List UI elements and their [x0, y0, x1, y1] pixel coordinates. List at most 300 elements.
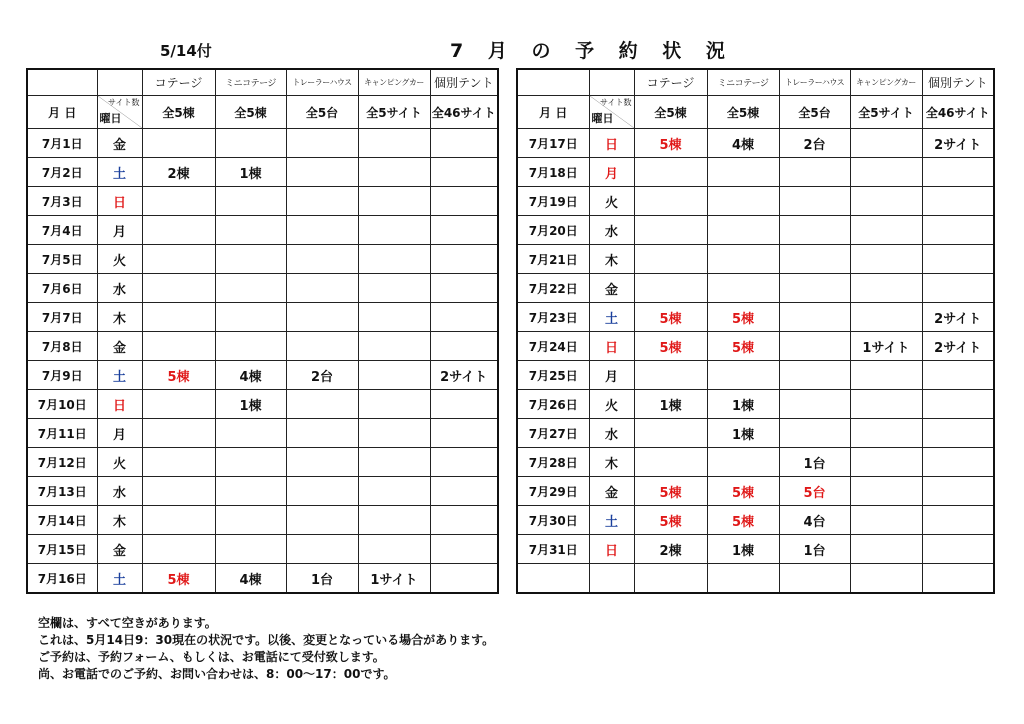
table-row [517, 361, 994, 390]
booking-cell [922, 506, 994, 535]
booking-cell [850, 187, 922, 216]
booking-cell [850, 506, 922, 535]
booking-cell [358, 245, 430, 274]
booking-cell [430, 332, 498, 361]
weekday-cell: 火 [97, 448, 142, 477]
sites-weekday-header [589, 96, 634, 129]
weekday-cell: 日 [97, 187, 142, 216]
booking-cell [142, 187, 215, 216]
capacity-cell: 全5棟 [707, 96, 779, 129]
table-row [27, 448, 498, 477]
booking-cell [215, 419, 286, 448]
booking-cell [358, 158, 430, 187]
capacity-cell: 全46サイト [922, 96, 994, 129]
date-cell: 7月1日 [27, 129, 97, 158]
booking-cell [286, 535, 358, 564]
booking-cell [634, 187, 707, 216]
booking-cell [634, 158, 707, 187]
header-row-capacity [27, 96, 498, 129]
weekday-cell: 金 [97, 332, 142, 361]
booking-cell [634, 216, 707, 245]
weekday-cell: 水 [589, 419, 634, 448]
table-row [27, 129, 498, 158]
booking-cell: 1棟 [634, 390, 707, 419]
weekday-cell: 月 [589, 361, 634, 390]
booking-cell: 2サイト [922, 303, 994, 332]
booking-cell [922, 448, 994, 477]
table-row [27, 158, 498, 187]
booking-cell [707, 158, 779, 187]
booking-cell: 5台 [779, 477, 850, 506]
booking-cell [707, 564, 779, 594]
booking-cell [850, 274, 922, 303]
booking-cell [779, 303, 850, 332]
booking-cell [215, 506, 286, 535]
booking-cell: 5棟 [142, 361, 215, 390]
booking-cell [286, 129, 358, 158]
date-cell: 7月14日 [27, 506, 97, 535]
booking-cell: 5棟 [634, 129, 707, 158]
capacity-cell: 全5棟 [142, 96, 215, 129]
date-cell: 7月17日 [517, 129, 589, 158]
booking-cell [358, 361, 430, 390]
booking-cell: 1棟 [215, 158, 286, 187]
date-cell: 7月12日 [27, 448, 97, 477]
date-cell: 7月6日 [27, 274, 97, 303]
booking-cell [358, 274, 430, 303]
booking-cell [922, 216, 994, 245]
booking-cell [430, 158, 498, 187]
booking-cell [922, 187, 994, 216]
weekday-cell: 木 [97, 303, 142, 332]
booking-cell [922, 158, 994, 187]
table-row [517, 129, 994, 158]
column-header-mini-cottage: ミニコテージ [215, 69, 286, 96]
date-cell: 7月31日 [517, 535, 589, 564]
booking-cell [430, 274, 498, 303]
booking-cell: 5棟 [707, 303, 779, 332]
date-cell: 7月15日 [27, 535, 97, 564]
booking-cell [634, 564, 707, 594]
weekday-cell: 火 [589, 187, 634, 216]
booking-cell [286, 477, 358, 506]
booking-cell [707, 187, 779, 216]
reservation-table-left [26, 68, 499, 594]
booking-cell [358, 129, 430, 158]
booking-cell [430, 245, 498, 274]
table-row [27, 564, 498, 594]
booking-cell [779, 187, 850, 216]
booking-cell [779, 390, 850, 419]
reservation-table-right [516, 68, 995, 594]
booking-cell: 5棟 [142, 564, 215, 594]
booking-cell [707, 245, 779, 274]
booking-cell [430, 477, 498, 506]
sites-weekday-header [97, 96, 142, 129]
booking-cell: 1台 [779, 535, 850, 564]
booking-cell: 2サイト [430, 361, 498, 390]
column-header-trailer: トレーラーハウス [286, 69, 358, 96]
booking-cell [358, 187, 430, 216]
booking-cell [850, 448, 922, 477]
booking-cell: 1棟 [215, 390, 286, 419]
column-header-cottage: コテージ [634, 69, 707, 96]
capacity-cell: 全5サイト [358, 96, 430, 129]
booking-cell: 1棟 [707, 419, 779, 448]
weekday-cell: 土 [589, 303, 634, 332]
booking-cell [634, 419, 707, 448]
header-row-capacity [517, 96, 994, 129]
table-row [517, 274, 994, 303]
booking-cell [358, 535, 430, 564]
booking-cell: 1棟 [707, 535, 779, 564]
booking-cell [707, 448, 779, 477]
booking-cell [358, 390, 430, 419]
booking-cell: 5棟 [707, 477, 779, 506]
capacity-cell: 全5台 [779, 96, 850, 129]
booking-cell [286, 332, 358, 361]
date-cell: 7月8日 [27, 332, 97, 361]
weekday-cell: 金 [589, 274, 634, 303]
booking-cell: 2台 [286, 361, 358, 390]
date-cell: 7月5日 [27, 245, 97, 274]
booking-cell: 5棟 [707, 332, 779, 361]
booking-cell [779, 245, 850, 274]
booking-cell [286, 390, 358, 419]
booking-cell: 5棟 [634, 332, 707, 361]
table-row [517, 390, 994, 419]
table-row [517, 535, 994, 564]
weekday-cell: 火 [589, 390, 634, 419]
table-row [27, 274, 498, 303]
booking-cell [922, 477, 994, 506]
booking-cell [142, 129, 215, 158]
notes [38, 615, 494, 683]
booking-cell [215, 129, 286, 158]
column-header-trailer: トレーラーハウス [779, 69, 850, 96]
weekday-cell: 月 [589, 158, 634, 187]
date-cell: 7月25日 [517, 361, 589, 390]
booking-cell [358, 332, 430, 361]
capacity-cell: 全5棟 [215, 96, 286, 129]
sites-label: サイト数 [600, 98, 632, 107]
weekday-cell: 金 [97, 535, 142, 564]
booking-cell [142, 274, 215, 303]
table-row [27, 535, 498, 564]
booking-cell [286, 274, 358, 303]
booking-cell [358, 303, 430, 332]
table-row [517, 419, 994, 448]
date-cell: 7月13日 [27, 477, 97, 506]
booking-cell [358, 477, 430, 506]
booking-cell [850, 216, 922, 245]
booking-cell [430, 564, 498, 594]
table-row [517, 506, 994, 535]
date-cell: 7月11日 [27, 419, 97, 448]
booking-cell: 2台 [779, 129, 850, 158]
table-row [27, 332, 498, 361]
booking-cell [850, 129, 922, 158]
booking-cell [358, 419, 430, 448]
booking-cell [142, 448, 215, 477]
column-header-camping-car: キャンピングカー [358, 69, 430, 96]
date-cell: 7月27日 [517, 419, 589, 448]
booking-cell [779, 158, 850, 187]
booking-cell [215, 535, 286, 564]
booking-cell [142, 477, 215, 506]
corner-cell [517, 69, 589, 96]
booking-cell [142, 535, 215, 564]
table-row [27, 419, 498, 448]
booking-cell [358, 216, 430, 245]
note-line: 尚、お電話でのご予約、お問い合わせは、8：00～17：00です。 [38, 667, 396, 681]
table-row [27, 187, 498, 216]
booking-cell [779, 361, 850, 390]
booking-cell [779, 332, 850, 361]
booking-cell [286, 187, 358, 216]
booking-cell [215, 477, 286, 506]
weekday-cell: 木 [589, 448, 634, 477]
booking-cell: 1棟 [707, 390, 779, 419]
booking-cell: 4棟 [215, 361, 286, 390]
capacity-cell: 全46サイト [430, 96, 498, 129]
table-row [27, 303, 498, 332]
booking-cell [922, 419, 994, 448]
weekday-cell: 日 [97, 390, 142, 419]
weekday-cell: 土 [97, 158, 142, 187]
date-cell: 7月10日 [27, 390, 97, 419]
booking-cell: 2サイト [922, 129, 994, 158]
capacity-cell: 全5棟 [634, 96, 707, 129]
date-cell: 7月21日 [517, 245, 589, 274]
date-cell: 7月22日 [517, 274, 589, 303]
booking-cell [215, 332, 286, 361]
corner-cell [589, 69, 634, 96]
date-cell: 7月28日 [517, 448, 589, 477]
booking-cell [634, 245, 707, 274]
table-row [517, 303, 994, 332]
booking-cell [358, 506, 430, 535]
booking-cell [850, 477, 922, 506]
booking-cell [850, 535, 922, 564]
weekday-cell: 火 [97, 245, 142, 274]
booking-cell: 1サイト [850, 332, 922, 361]
booking-cell [286, 216, 358, 245]
booking-cell [779, 274, 850, 303]
weekday-cell: 水 [97, 274, 142, 303]
page-title: 7 月 の 予 約 状 況 [450, 40, 734, 62]
booking-cell [286, 245, 358, 274]
booking-cell [142, 419, 215, 448]
booking-cell: 4棟 [215, 564, 286, 594]
capacity-cell: 全5サイト [850, 96, 922, 129]
date-cell: 7月7日 [27, 303, 97, 332]
booking-cell: 2棟 [634, 535, 707, 564]
weekday-cell: 水 [97, 477, 142, 506]
date-cell: 7月24日 [517, 332, 589, 361]
weekday-label: 曜日 [99, 112, 122, 125]
booking-cell [850, 419, 922, 448]
booking-cell [430, 303, 498, 332]
booking-cell: 1台 [779, 448, 850, 477]
booking-cell [922, 361, 994, 390]
booking-cell [634, 448, 707, 477]
weekday-cell: 月 [97, 216, 142, 245]
booking-cell [430, 216, 498, 245]
date-cell: 7月4日 [27, 216, 97, 245]
column-header-tent: 個別テント [922, 69, 994, 96]
corner-cell [97, 69, 142, 96]
table-row [517, 477, 994, 506]
date-cell: 7月18日 [517, 158, 589, 187]
booking-cell [430, 390, 498, 419]
table-row [517, 245, 994, 274]
month-day-header: 月 日 [27, 96, 97, 129]
booking-cell [215, 216, 286, 245]
booking-cell [634, 361, 707, 390]
booking-cell [922, 274, 994, 303]
booking-cell [922, 390, 994, 419]
booking-cell [215, 448, 286, 477]
date-cell: 7月2日 [27, 158, 97, 187]
date-cell: 7月9日 [27, 361, 97, 390]
booking-cell [142, 303, 215, 332]
table-row [517, 187, 994, 216]
booking-cell [430, 129, 498, 158]
table-row [27, 245, 498, 274]
booking-cell: 1サイト [358, 564, 430, 594]
booking-cell [430, 535, 498, 564]
weekday-cell: 土 [589, 506, 634, 535]
weekday-cell: 木 [97, 506, 142, 535]
booking-cell [634, 274, 707, 303]
table-row [517, 448, 994, 477]
weekday-cell: 木 [589, 245, 634, 274]
corner-cell [27, 69, 97, 96]
table-row [517, 564, 994, 594]
table-row [517, 216, 994, 245]
booking-cell: 1台 [286, 564, 358, 594]
column-header-tent: 個別テント [430, 69, 498, 96]
table-row [27, 361, 498, 390]
booking-cell [358, 448, 430, 477]
booking-cell [215, 274, 286, 303]
date-cell: 7月16日 [27, 564, 97, 594]
booking-cell [922, 564, 994, 594]
sites-label: サイト数 [108, 98, 140, 107]
booking-cell [286, 448, 358, 477]
table-row [27, 390, 498, 419]
booking-cell [850, 303, 922, 332]
weekday-cell: 金 [589, 477, 634, 506]
booking-cell [850, 361, 922, 390]
booking-cell [707, 274, 779, 303]
column-header-mini-cottage: ミニコテージ [707, 69, 779, 96]
booking-cell: 4台 [779, 506, 850, 535]
booking-cell [850, 564, 922, 594]
capacity-cell: 全5台 [286, 96, 358, 129]
booking-cell [850, 245, 922, 274]
booking-cell: 2棟 [142, 158, 215, 187]
booking-cell [286, 303, 358, 332]
weekday-label: 曜日 [591, 112, 614, 125]
date-cell: 7月20日 [517, 216, 589, 245]
booking-cell [779, 216, 850, 245]
booking-cell [142, 216, 215, 245]
weekday-cell: 水 [589, 216, 634, 245]
booking-cell [707, 361, 779, 390]
booking-cell [142, 390, 215, 419]
booking-cell: 2サイト [922, 332, 994, 361]
weekday-cell: 金 [97, 129, 142, 158]
booking-cell: 5棟 [634, 477, 707, 506]
weekday-cell: 日 [589, 332, 634, 361]
weekday-cell: 土 [97, 564, 142, 594]
table-row [517, 332, 994, 361]
booking-cell [142, 332, 215, 361]
issue-date: 5/14付 [160, 42, 212, 60]
booking-cell: 5棟 [634, 303, 707, 332]
header-row-types [27, 69, 498, 96]
booking-cell [286, 506, 358, 535]
table-row [27, 506, 498, 535]
weekday-cell: 土 [97, 361, 142, 390]
table-row [517, 158, 994, 187]
booking-cell [430, 187, 498, 216]
booking-cell [215, 303, 286, 332]
note-line: ご予約は、予約フォーム、もしくは、お電話にて受付致します。 [38, 650, 385, 664]
booking-cell [430, 448, 498, 477]
booking-cell [215, 245, 286, 274]
table-row [27, 216, 498, 245]
booking-cell [430, 419, 498, 448]
booking-cell [286, 158, 358, 187]
date-cell [517, 564, 589, 594]
booking-cell [707, 216, 779, 245]
weekday-cell: 日 [589, 129, 634, 158]
table-row [27, 477, 498, 506]
booking-cell: 5棟 [707, 506, 779, 535]
booking-cell: 4棟 [707, 129, 779, 158]
booking-cell [779, 419, 850, 448]
booking-cell: 5棟 [634, 506, 707, 535]
booking-cell [850, 158, 922, 187]
date-cell: 7月29日 [517, 477, 589, 506]
booking-cell [142, 506, 215, 535]
booking-cell [430, 506, 498, 535]
booking-cell [779, 564, 850, 594]
header-row-types [517, 69, 994, 96]
booking-cell [215, 187, 286, 216]
date-cell: 7月19日 [517, 187, 589, 216]
booking-cell [850, 390, 922, 419]
booking-cell [922, 535, 994, 564]
note-line: 空欄は、すべて空きがあります。 [38, 616, 217, 630]
booking-cell [286, 419, 358, 448]
date-cell: 7月30日 [517, 506, 589, 535]
booking-cell [922, 245, 994, 274]
date-cell: 7月23日 [517, 303, 589, 332]
date-cell: 7月3日 [27, 187, 97, 216]
weekday-cell: 日 [589, 535, 634, 564]
column-header-camping-car: キャンピングカー [850, 69, 922, 96]
weekday-cell [589, 564, 634, 594]
date-cell: 7月26日 [517, 390, 589, 419]
month-day-header: 月 日 [517, 96, 589, 129]
column-header-cottage: コテージ [142, 69, 215, 96]
booking-cell [142, 245, 215, 274]
weekday-cell: 月 [97, 419, 142, 448]
